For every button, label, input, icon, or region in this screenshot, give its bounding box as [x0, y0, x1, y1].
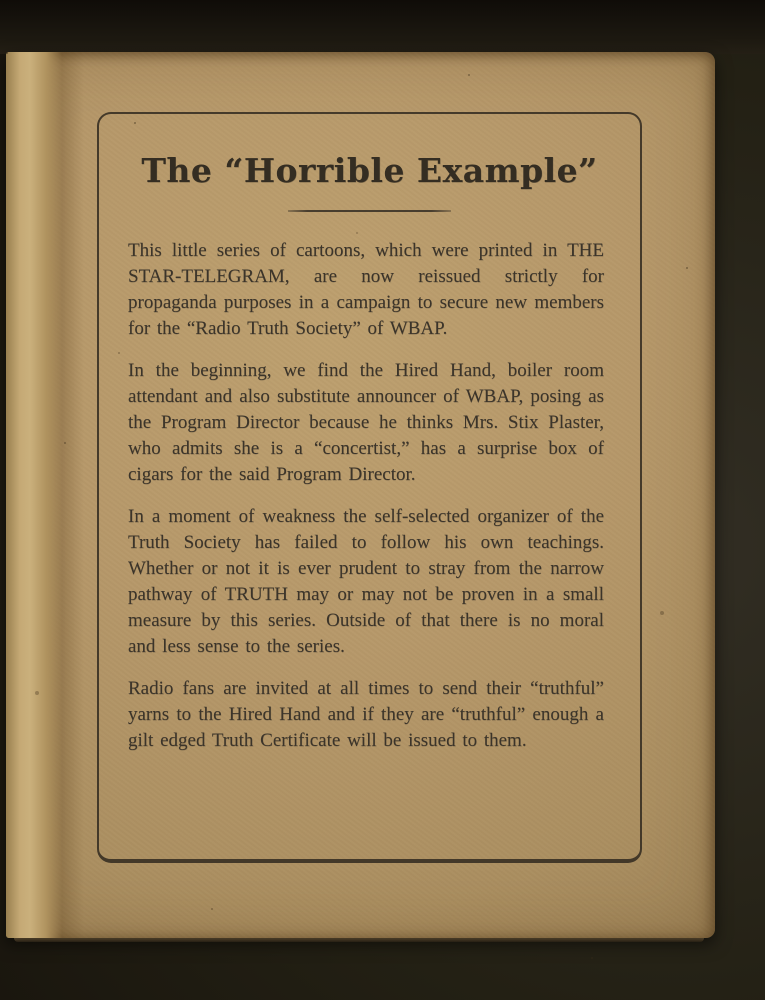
booklet-page	[6, 52, 715, 938]
paragraph-radio-fans: Radio fans are invited at all times to send their “truthful” yarns to the Hired Hand and if they are “truthful” enough a gilt edged Truth Certificate will be issued to them.	[128, 678, 604, 751]
ink-specks	[6, 52, 8, 54]
page-title: The “Horrible Example”	[141, 151, 598, 190]
binding-fold	[6, 52, 84, 938]
paragraph-truth-society: In a moment of weakness the self-selected organizer of the Truth Society has failed to follow his own teachings. Whether or not it is ever prudent to stray from the narrow pathway of TRUTH may or may not be proven in a small measure by this series. Outside of that there is no moral and less sense to the series.	[128, 506, 604, 657]
paragraph-hired-hand: In the beginning, we find the Hired Hand, boiler room attendant and also substitute announcer of WBAP, posing as the Program Director because he thinks Mrs. Stix Plaster, who admits she is a “concertist,” has a surprise box of cigars for the said Program Director.	[128, 360, 604, 485]
border-frame	[97, 112, 642, 863]
paragraph-intro: This little series of cartoons, which were printed in THE STAR-TELEGRAM, are now reissued strictly for propaganda purposes in a campaign to secure new members for the “Radio Truth Society” of WBAP.	[128, 240, 604, 339]
page-body	[99, 212, 640, 754]
